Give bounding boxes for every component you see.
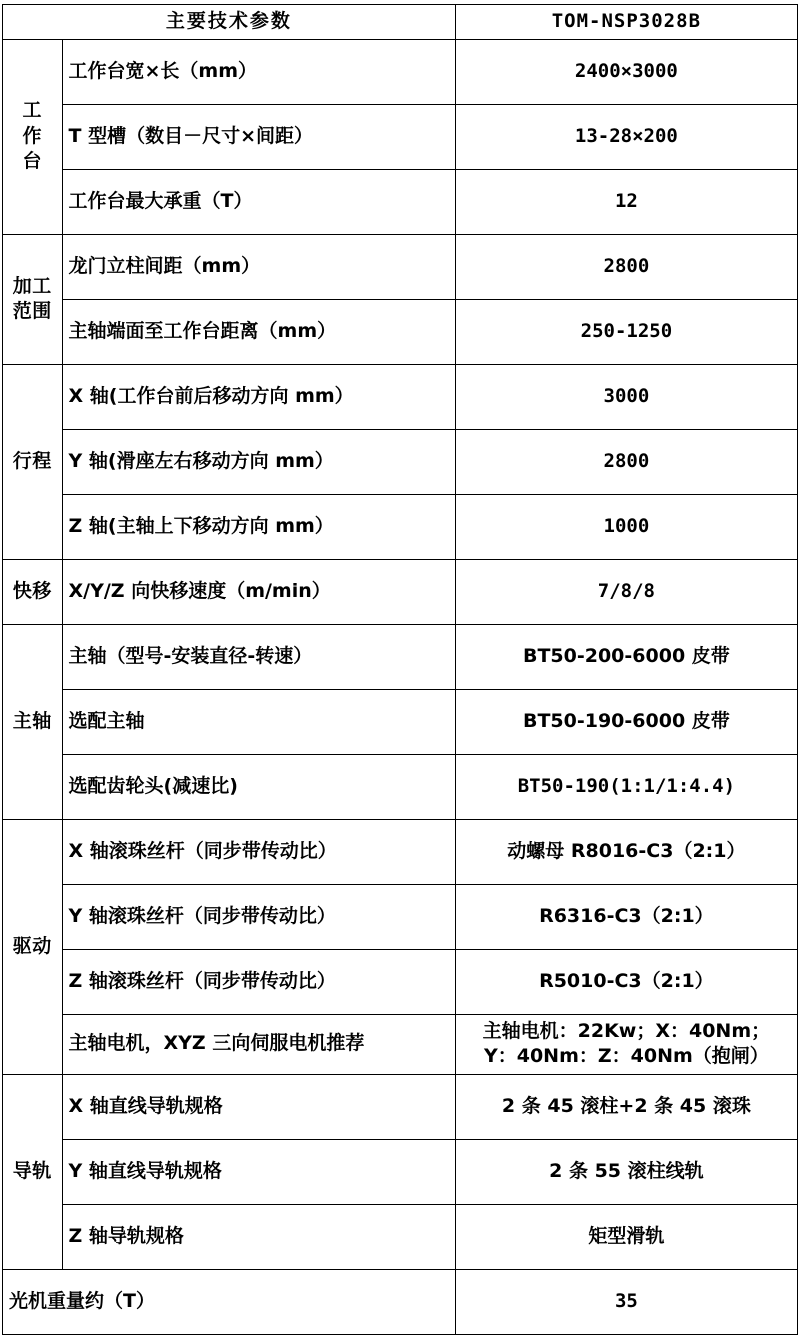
group-char: 导轨 <box>12 1160 52 1183</box>
row-value-line2: Y：40Nm：Z：40Nm（抱闸） <box>483 1045 769 1068</box>
group-label-travel <box>3 364 63 559</box>
row-label: Y 轴滚珠丝杆（同步带传动比） <box>62 884 455 949</box>
row-label: T 型槽（数目－尺寸×间距） <box>62 104 455 169</box>
table-header-row <box>3 5 798 40</box>
group-char: 行程 <box>12 449 52 472</box>
row-label: Y 轴直线导轨规格 <box>62 1139 455 1204</box>
group-label-rapid-feed <box>3 559 63 624</box>
row-label: 主轴电机，XYZ 三向伺服电机推荐 <box>62 1014 455 1074</box>
group-char: 加工 <box>12 274 52 297</box>
row-value: 1000 <box>455 494 797 559</box>
row-value: 13-28×200 <box>455 104 797 169</box>
row-label: 主轴（型号-安装直径-转速） <box>62 624 455 689</box>
table-row <box>3 949 798 1014</box>
group-label-worktable <box>3 39 63 234</box>
row-value: 动螺母 R8016-C3（2:1） <box>455 819 797 884</box>
row-value: 7/8/8 <box>455 559 797 624</box>
row-value-line1: 主轴电机：22Kw；X：40Nm； <box>482 1019 771 1042</box>
table-row <box>3 559 798 624</box>
row-value: 2800 <box>455 234 797 299</box>
row-label: Y 轴(滑座左右移动方向 mm） <box>62 429 455 494</box>
row-label: 选配主轴 <box>62 689 455 754</box>
table-row <box>3 1204 798 1269</box>
group-label-guideway <box>3 1074 63 1269</box>
table-row <box>3 754 798 819</box>
table-row <box>3 819 798 884</box>
row-label: Z 轴(主轴上下移动方向 mm） <box>62 494 455 559</box>
row-label: 工作台最大承重（T） <box>62 169 455 234</box>
table-row <box>3 234 798 299</box>
group-char: 快移 <box>12 579 52 602</box>
row-label: Z 轴导轨规格 <box>62 1204 455 1269</box>
group-char: 工 <box>22 99 43 122</box>
row-value: 12 <box>455 169 797 234</box>
table-row <box>3 429 798 494</box>
table-row <box>3 39 798 104</box>
table-row <box>3 1074 798 1139</box>
table-row <box>3 1269 798 1334</box>
row-value: BT50-190-6000 皮带 <box>455 689 797 754</box>
group-label-drive <box>3 819 63 1074</box>
row-value: 3000 <box>455 364 797 429</box>
group-label-machining-range <box>3 234 63 364</box>
row-value: 250-1250 <box>455 299 797 364</box>
table-row <box>3 299 798 364</box>
row-value: BT50-190(1:1/1:4.4) <box>455 754 797 819</box>
group-char: 作 <box>22 124 43 147</box>
row-label: 主轴端面至工作台距离（mm） <box>62 299 455 364</box>
table-row <box>3 1139 798 1204</box>
table-row <box>3 364 798 429</box>
group-char: 驱动 <box>12 934 52 957</box>
row-label: X 轴滚珠丝杆（同步带传动比） <box>62 819 455 884</box>
group-label-spindle <box>3 624 63 819</box>
header-title: 主要技术参数 <box>3 5 456 40</box>
table-row <box>3 1014 798 1074</box>
table-row <box>3 104 798 169</box>
row-value: R6316-C3（2:1） <box>455 884 797 949</box>
table-row <box>3 169 798 234</box>
group-char: 主轴 <box>12 709 52 732</box>
row-label: X/Y/Z 向快移速度（m/min） <box>62 559 455 624</box>
row-value: BT50-200-6000 皮带 <box>455 624 797 689</box>
row-label: 光机重量约（T） <box>3 1269 456 1334</box>
row-label: 龙门立柱间距（mm） <box>62 234 455 299</box>
row-value: 2 条 45 滚柱+2 条 45 滚珠 <box>455 1074 797 1139</box>
row-value <box>455 1014 797 1074</box>
row-value: 35 <box>455 1269 797 1334</box>
row-value: 2800 <box>455 429 797 494</box>
header-model: TOM-NSP3028B <box>455 5 797 40</box>
row-value: 2400×3000 <box>455 39 797 104</box>
table-row <box>3 884 798 949</box>
row-label: Z 轴滚珠丝杆（同步带传动比） <box>62 949 455 1014</box>
group-char: 范围 <box>12 300 52 323</box>
table-row <box>3 689 798 754</box>
group-char: 台 <box>22 150 43 173</box>
row-value: 2 条 55 滚柱线轨 <box>455 1139 797 1204</box>
table-row <box>3 624 798 689</box>
row-label: 工作台宽×长（mm） <box>62 39 455 104</box>
row-label: X 轴(工作台前后移动方向 mm） <box>62 364 455 429</box>
row-value: R5010-C3（2:1） <box>455 949 797 1014</box>
row-label: X 轴直线导轨规格 <box>62 1074 455 1139</box>
row-label: 选配齿轮头(减速比) <box>62 754 455 819</box>
spec-table <box>2 4 798 1335</box>
row-value: 矩型滑轨 <box>455 1204 797 1269</box>
table-row <box>3 494 798 559</box>
